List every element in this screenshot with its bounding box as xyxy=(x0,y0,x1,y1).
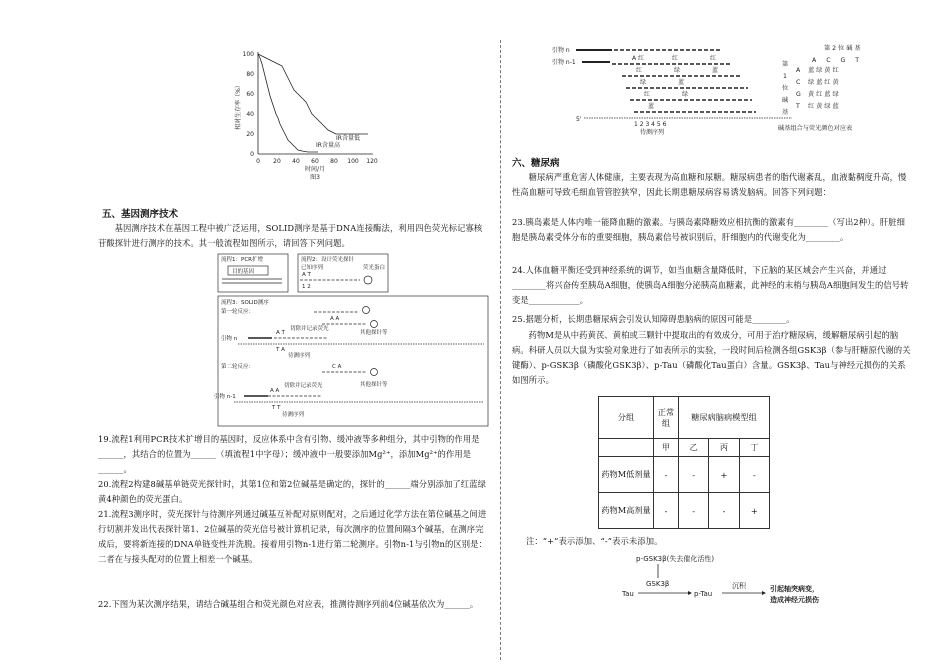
svg-text:5': 5' xyxy=(576,116,582,123)
svg-text:1 2: 1 2 xyxy=(302,284,311,290)
svg-text:黄 红 蓝 绿: 黄 红 蓝 绿 xyxy=(808,91,839,98)
table-head-model: 糖尿病脑病模型组 xyxy=(679,397,770,439)
row-low-dose: 药物M低剂量 xyxy=(599,457,654,493)
svg-text:C A: C A xyxy=(332,364,342,370)
svg-text:p-GSK3β(失去催化活性): p-GSK3β(失去催化活性) xyxy=(636,555,715,563)
x-tick: 80 xyxy=(330,158,338,165)
svg-text:流程1：PCR扩增: 流程1：PCR扩增 xyxy=(221,257,263,263)
svg-text:荧光蛋白: 荧光蛋白 xyxy=(363,265,386,271)
svg-text:Tau: Tau xyxy=(622,590,634,598)
svg-text:红: 红 xyxy=(644,91,651,98)
svg-text:待测序列: 待测序列 xyxy=(288,353,311,359)
table-note: 注：“+”表示添加、“-”表示未添加。 xyxy=(526,536,663,546)
y-tick: 80 xyxy=(246,71,254,78)
cell: - xyxy=(679,493,709,529)
svg-text:A A: A A xyxy=(330,316,340,322)
svg-text:碱基组合与荧光颜色对应表: 碱基组合与荧光颜色对应表 xyxy=(778,125,853,132)
svg-text:引物 n-1: 引物 n-1 xyxy=(552,59,576,66)
svg-text:A T: A T xyxy=(302,272,311,278)
x-tick: 20 xyxy=(273,158,281,165)
table-head-normal: 正常组 xyxy=(654,397,679,439)
svg-text:蓝 绿 黄 红: 蓝 绿 黄 红 xyxy=(808,67,839,74)
solid-flow-diagram xyxy=(214,252,490,428)
svg-text:基: 基 xyxy=(782,109,789,116)
label-ir-high: IR含量高 xyxy=(316,142,340,149)
section-5-title: 五、基因测序技术 xyxy=(102,209,179,220)
y-tick: 0 xyxy=(250,151,254,158)
drug-paragraph: 药物M是从中药黄芪、黄柏或三颗针中提取出的有效成分，可用于治疗糖尿病，缓解糖尿病引起的脑病。科研人员以大鼠为实验对象进行了如表所示的实验，一段时间后检测各组GSK3β（参与肝糖原代谢的关键酶）、p-GSK3β（磷酸化GSK3β）、p-Tau（磷酸化Tau蛋白）含量。GSK3β、Tau与神经元损伤的关系如图所示。 xyxy=(512,330,911,385)
svg-text:T A: T A xyxy=(276,347,285,353)
svg-text:1: 1 xyxy=(783,73,787,80)
curve-ir-high xyxy=(258,54,318,152)
svg-text:造成神经元损伤: 造成神经元损伤 xyxy=(770,596,819,604)
svg-text:蓝: 蓝 xyxy=(678,79,685,86)
pathway-diagram xyxy=(622,552,842,608)
cell: - xyxy=(739,457,769,493)
svg-text:绿: 绿 xyxy=(674,67,681,74)
figure-caption: 图3 xyxy=(310,174,320,181)
row-high-dose: 药物M高剂量 xyxy=(599,493,654,529)
svg-text:其他探针等: 其他探针等 xyxy=(360,382,388,388)
x-tick: 40 xyxy=(292,158,300,165)
x-tick: 100 xyxy=(347,158,359,165)
cell: - xyxy=(654,457,679,493)
svg-text:A 红: A 红 xyxy=(632,55,645,62)
svg-text:待测序列: 待测序列 xyxy=(640,129,665,136)
color-table xyxy=(778,42,908,138)
column-divider xyxy=(500,40,501,660)
svg-text:G: G xyxy=(796,91,801,98)
svg-text:第: 第 xyxy=(782,61,789,68)
table-sub: 丁 xyxy=(739,439,769,457)
svg-text:1 2 3 4 5 6: 1 2 3 4 5 6 xyxy=(634,121,667,128)
svg-text:已知序列: 已知序列 xyxy=(301,265,324,271)
table-sub: 乙 xyxy=(679,439,709,457)
svg-text:引物 n-1: 引物 n-1 xyxy=(214,394,236,400)
y-tick: 20 xyxy=(246,131,254,138)
svg-text:绿: 绿 xyxy=(682,91,689,98)
cell: + xyxy=(739,493,769,529)
svg-text:A A: A A xyxy=(270,388,280,394)
survival-chart xyxy=(228,44,478,182)
svg-text:第 2 位 碱 基: 第 2 位 碱 基 xyxy=(824,45,861,52)
experiment-table xyxy=(598,396,770,529)
cell: - xyxy=(709,493,739,529)
svg-text:切除并记录荧光: 切除并记录荧光 xyxy=(284,383,323,389)
svg-text:C: C xyxy=(796,79,801,86)
svg-text:T T: T T xyxy=(272,405,281,411)
svg-text:目的基因: 目的基因 xyxy=(232,269,255,275)
svg-text:引起轴突病变，: 引起轴突病变， xyxy=(770,585,819,593)
svg-text:引物 n: 引物 n xyxy=(221,336,238,342)
svg-text:引物 n: 引物 n xyxy=(552,47,570,54)
svg-text:A C G T: A C G T xyxy=(812,57,864,64)
svg-text:位: 位 xyxy=(782,85,789,92)
section-6-title: 六、糖尿病 xyxy=(512,158,560,169)
y-tick: 60 xyxy=(246,91,254,98)
x-axis-label: 时间/月 xyxy=(304,166,326,173)
svg-text:A: A xyxy=(796,67,801,74)
table-head-group: 分组 xyxy=(599,397,654,439)
svg-text:切除并记录荧光: 切除并记录荧光 xyxy=(290,326,329,332)
question-23: 23.胰岛素是人体内唯一能降血糖的激素。与胰岛素降糖效应相抗衡的激素有________（写出2种）。肝脏细胞是胰岛素受体分布的重要细胞，胰岛素信号被识别后，肝细胞内的代谢变化为________。 xyxy=(512,217,905,242)
question-19: 19.流程1利用PCR技术扩增目的基因时，反应体系中含有引物、缓冲液等多种组分，其中引物的作用是______，其结合的位置为______（填流程1中字母）；缓冲液中一般要添加Mg²⁺，添加Mg²⁺的作用是______。 xyxy=(98,434,480,474)
svg-text:绿: 绿 xyxy=(640,79,647,86)
label-ir-low: IR含量低 xyxy=(336,135,360,142)
x-tick: 120 xyxy=(366,158,378,165)
x-tick: 60 xyxy=(311,158,319,165)
table-sub: 甲 xyxy=(654,439,679,457)
svg-text:红: 红 xyxy=(636,67,643,74)
sequencing-result-figure xyxy=(552,40,802,140)
question-25: 25.据题分析，长期患糖尿病会引发认知障碍患脑病的原因可能是________。 xyxy=(512,314,795,324)
svg-text:红: 红 xyxy=(672,55,679,62)
question-24: 24.人体血糖平衡还受到神经系统的调节，如当血糖含量降低时，下丘脑的某区域会产生兴奋，并通过________将兴奋传至胰岛A细胞，使胰岛A细胞分泌胰高血糖素，此神经的末梢与胰岛A细胞间发生的信号转变是____________。 xyxy=(512,265,909,305)
question-22: 22.下图为某次测序结果，请结合碱基组合和荧光颜色对应表，推测待测序列前4位碱基依次为______。 xyxy=(98,599,479,609)
svg-text:第一轮反应：: 第一轮反应： xyxy=(221,309,255,315)
cell: - xyxy=(654,493,679,529)
svg-text:A T: A T xyxy=(276,330,285,336)
svg-text:流程2：设计荧光探针: 流程2：设计荧光探针 xyxy=(301,257,354,263)
y-tick: 40 xyxy=(246,111,254,118)
svg-text:待测序列: 待测序列 xyxy=(282,412,305,418)
y-axis-label: 相对生存率（%） xyxy=(235,82,242,130)
cell: - xyxy=(679,457,709,493)
question-21: 21.流程3测序时，荧光探针与待测序列通过碱基互补配对原则配对，之后通过化学方法在第位碱基之间进行切割并发出代表探针第1、2位碱基的荧光信号被计算机记录，每次测序的位置间隔3个碱基，在测序完成后，要将新连接的DNA单链变性并洗脱。接着用引物n-1进行第二轮测序。引物n-1与引物n的区别是：二者在与接头配对的位置上相差一个碱基。 xyxy=(98,509,487,564)
svg-text:GSK3β: GSK3β xyxy=(646,580,670,588)
curve-ir-low xyxy=(258,54,368,134)
svg-text:p-Tau: p-Tau xyxy=(694,590,713,598)
svg-text:红 黄 绿 蓝: 红 黄 绿 蓝 xyxy=(808,103,839,110)
section-5-intro: 基因测序技术在基因工程中被广泛运用，SOLID测序是基于DNA连接酶法，利用四色荧光标记寡核苷酸探针进行测序的技术。其一般流程如图所示，请回答下列问题。 xyxy=(98,223,483,248)
x-tick: 0 xyxy=(256,158,260,165)
cell: + xyxy=(709,457,739,493)
svg-text:红: 红 xyxy=(710,55,717,62)
svg-text:蓝: 蓝 xyxy=(648,103,655,110)
svg-text:T: T xyxy=(796,103,800,110)
question-20: 20.流程2构建8碱基单链荧光探针时，其第1位和第2位碱基是确定的，探针的______端分别添加了红蓝绿黄4种颜色的荧光蛋白。 xyxy=(98,479,486,504)
svg-text:沉积: 沉积 xyxy=(732,582,746,590)
svg-text:其他探针等: 其他探针等 xyxy=(360,330,388,336)
table-sub: 丙 xyxy=(709,439,739,457)
svg-text:蓝: 蓝 xyxy=(712,67,719,74)
svg-text:绿 蓝 红 黄: 绿 蓝 红 黄 xyxy=(808,79,839,86)
y-tick: 100 xyxy=(242,51,254,58)
svg-text:第二轮反应：: 第二轮反应： xyxy=(221,364,255,370)
section-6-intro: 糖尿病严重危害人体健康，主要表现为高血糖和尿糖。糖尿病患者的脂代谢紊乱，血液黏稠度升高，慢性高血糖可导致毛细血管管腔狭窄，因此长期患糖尿病容易诱发脑病。回答下列问题： xyxy=(512,172,907,197)
svg-text:流程3：SOLID测序: 流程3：SOLID测序 xyxy=(221,300,269,306)
svg-text:碱: 碱 xyxy=(782,97,789,104)
